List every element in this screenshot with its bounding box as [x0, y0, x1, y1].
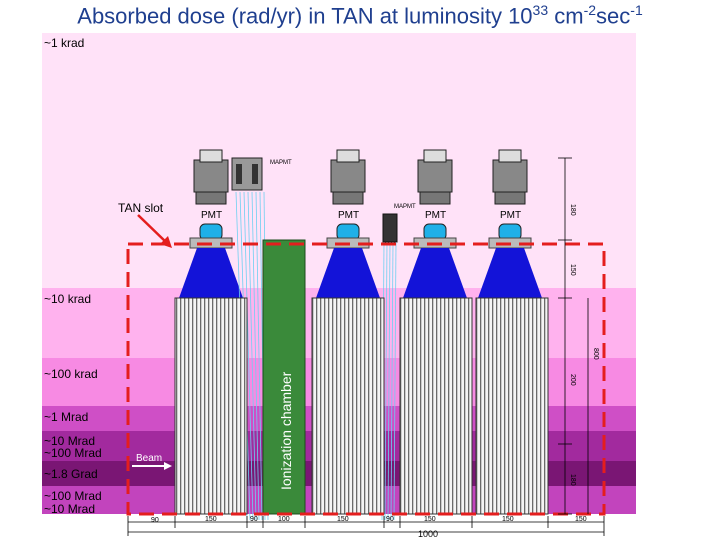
pmt-module [316, 150, 380, 298]
band-label-10mrad: ~10 Mrad [44, 434, 96, 448]
page-title: Absorbed dose (rad/yr) in TAN at luminosity $10^{33}$ $cm^{-2}\sec^{-1}$ [77, 2, 643, 29]
pmt-module [403, 150, 467, 298]
light-guide-cone [179, 248, 243, 298]
dim-label: 150 [424, 516, 436, 523]
ionization-chamber-label: Ionization chamber [278, 371, 294, 490]
dim-label: 150 [569, 264, 576, 276]
calorimeter-stack [476, 298, 548, 514]
mapmt-unit [383, 204, 416, 242]
band-label-1krad: ~1 krad [44, 36, 85, 50]
band-label-1mrad: ~1 Mrad [44, 410, 89, 424]
band-label-10mrad-low: ~10 Mrad [44, 502, 96, 516]
dim-label: 90 [386, 516, 394, 523]
dimension-bottom [128, 516, 604, 536]
mapmt-label: MAPMT [394, 204, 416, 210]
pmt-label: PMT [201, 210, 223, 221]
light-guide-cone [403, 248, 467, 298]
dim-total: 1000 [418, 529, 439, 539]
dim-label: 90 [151, 517, 159, 524]
dim-label: 200 [569, 374, 576, 386]
dim-label: 150 [575, 516, 587, 523]
band-label-10krad: ~10 krad [44, 292, 92, 306]
band-label-100krad: ~100 krad [44, 367, 98, 381]
dim-label: 150 [502, 516, 514, 523]
dim-label: 180 [569, 204, 576, 216]
dim-label: 100 [278, 516, 290, 523]
light-guide-cone [478, 248, 542, 298]
beam-label: Beam [136, 453, 163, 464]
band-label-100mrad: ~100 Mrad [44, 446, 102, 460]
dim-label: 800 [592, 348, 599, 360]
dim-label: 90 [250, 516, 258, 523]
pmt-label: PMT [425, 210, 447, 221]
pmt-label: PMT [338, 210, 360, 221]
dim-label: 180 [569, 474, 576, 486]
calorimeter-stack [312, 298, 384, 514]
pmt-label: PMT [500, 210, 522, 221]
tan-slot-arrow [138, 215, 168, 244]
tan-slot-label: TAN slot [118, 201, 164, 215]
band-label-100mrad-low: ~100 Mrad [44, 489, 102, 503]
dim-label: 150 [337, 516, 349, 523]
calorimeter-stack [175, 298, 247, 514]
pmt-module [478, 150, 542, 298]
mapmt-unit [232, 158, 292, 190]
band-label-1-8grad: ~1.8 Grad [44, 467, 98, 481]
calorimeter-stack [400, 298, 472, 514]
dim-label: 150 [205, 516, 217, 523]
light-guide-cone [316, 248, 380, 298]
mapmt-label: MAPMT [270, 160, 292, 166]
